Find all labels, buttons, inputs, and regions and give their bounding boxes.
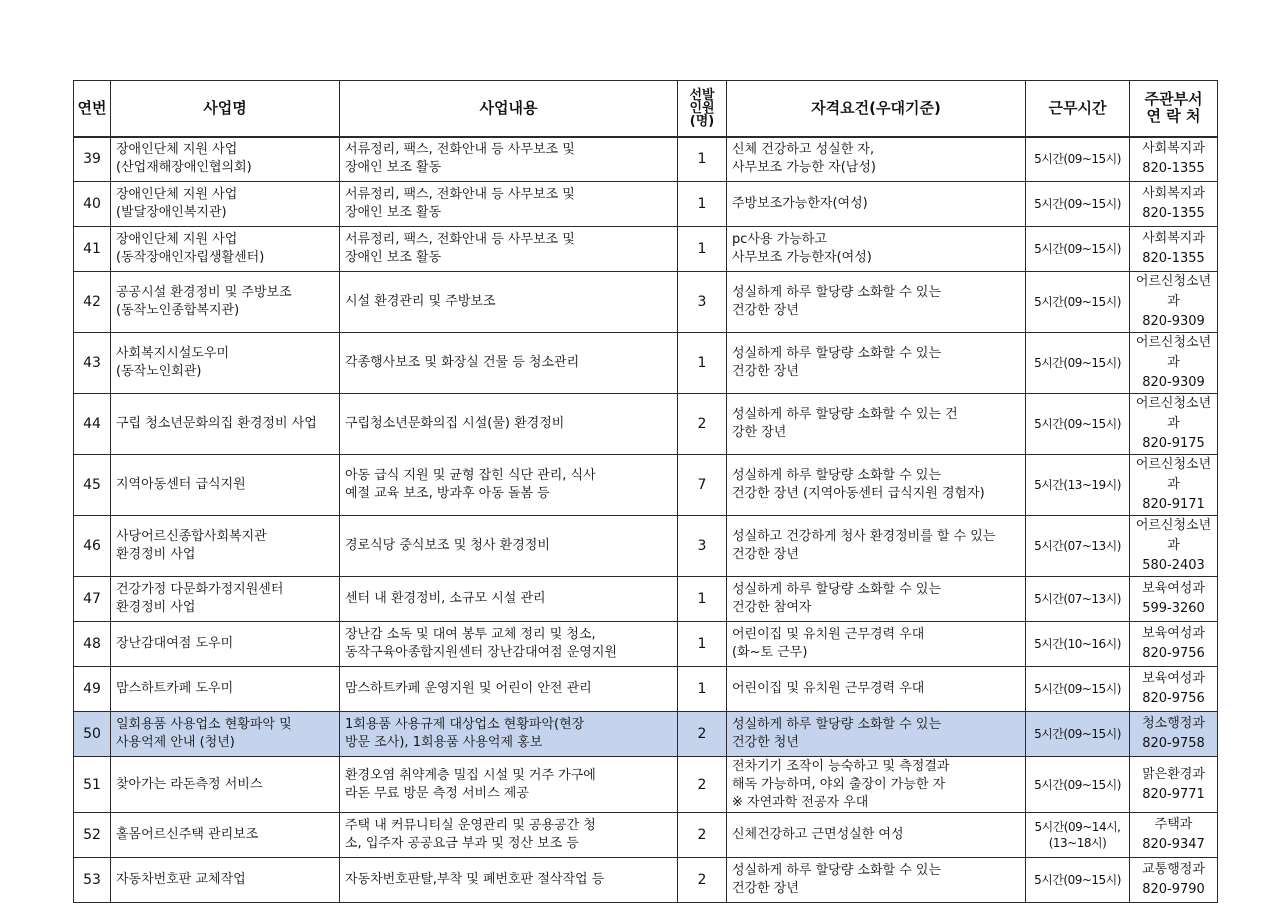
work-hours: 5시간(09~15시) (1026, 272, 1130, 333)
project-name: 자동차번호판 교체작업 (111, 858, 340, 903)
headcount: 1 (678, 137, 727, 182)
table-row (74, 516, 1218, 577)
work-hours: 5시간(09~15시) (1026, 182, 1130, 227)
project-content: 각종행사보조 및 화장실 건물 등 청소관리 (340, 333, 678, 394)
row-number: 50 (74, 712, 111, 757)
job-listing-table (73, 80, 1218, 903)
requirement: 성실하게 하루 할당량 소화할 수 있는 건강한 참여자 (727, 577, 1026, 622)
requirement: 성실하게 하루 할당량 소화할 수 있는 건강한 청년 (727, 712, 1026, 757)
headcount: 2 (678, 813, 727, 858)
requirement: 성실하고 건강하게 청사 환경정비를 할 수 있는 건강한 장년 (727, 516, 1026, 577)
project-name: 구립 청소년문화의집 환경정비 사업 (111, 394, 340, 455)
row-number: 39 (74, 137, 111, 182)
work-hours: 5시간(09~15시) (1026, 137, 1130, 182)
project-content: 1회용품 사용규제 대상업소 현황파악(현장 방문 조사), 1회용품 사용억제 홍보 (340, 712, 678, 757)
department-contact: 보육여성과 599-3260 (1130, 577, 1218, 622)
header-no: 연번 (74, 81, 111, 137)
department-contact: 어르신청소년과 580-2403 (1130, 516, 1218, 577)
requirement: 성실하게 하루 할당량 소화할 수 있는 건강한 장년 (727, 333, 1026, 394)
project-name: 사회복지시설도우미 (동작노인회관) (111, 333, 340, 394)
department-contact: 주택과 820-9347 (1130, 813, 1218, 858)
table-row (74, 455, 1218, 516)
row-number: 48 (74, 622, 111, 667)
work-hours: 5시간(09~15시) (1026, 227, 1130, 272)
row-number: 49 (74, 667, 111, 712)
project-name: 공공시설 환경정비 및 주방보조 (동작노인종합복지관) (111, 272, 340, 333)
requirement: 신체건강하고 근면성실한 여성 (727, 813, 1026, 858)
requirement: pc사용 가능하고 사무보조 가능한자(여성) (727, 227, 1026, 272)
requirement: 어린이집 및 유치원 근무경력 우대 (화~토 근무) (727, 622, 1026, 667)
row-number: 44 (74, 394, 111, 455)
table-row (74, 394, 1218, 455)
project-content: 서류정리, 팩스, 전화안내 등 사무보조 및 장애인 보조 활동 (340, 182, 678, 227)
headcount: 7 (678, 455, 727, 516)
work-hours: 5시간(10~16시) (1026, 622, 1130, 667)
headcount: 2 (678, 394, 727, 455)
row-number: 47 (74, 577, 111, 622)
project-content: 서류정리, 팩스, 전화안내 등 사무보조 및 장애인 보조 활동 (340, 137, 678, 182)
table-row (74, 227, 1218, 272)
requirement: 전차기기 조작이 능숙하고 및 측정결과 해독 가능하며, 야외 출장이 가능한 자 ※ 자연과학 전공자 우대 (727, 757, 1026, 813)
header-contact: 주관부서 연 락 처 (1130, 81, 1218, 137)
table-row-highlighted (74, 712, 1218, 757)
project-content: 자동차번호판탈,부착 및 폐번호판 절삭작업 등 (340, 858, 678, 903)
project-content: 주택 내 커뮤니티실 운영관리 및 공용공간 청 소, 입주자 공공요금 부과 및 정산 보조 등 (340, 813, 678, 858)
table-row (74, 757, 1218, 813)
work-hours: 5시간(09~15시) (1026, 858, 1130, 903)
header-row (74, 81, 1218, 137)
table-row (74, 182, 1218, 227)
work-hours: 5시간(07~13시) (1026, 516, 1130, 577)
department-contact: 어르신청소년과 820-9175 (1130, 394, 1218, 455)
table-row (74, 137, 1218, 182)
headcount: 1 (678, 622, 727, 667)
requirement: 성실하게 하루 할당량 소화할 수 있는 건강한 장년 (727, 858, 1026, 903)
row-number: 51 (74, 757, 111, 813)
project-name: 장애인단체 지원 사업 (산업재해장애인협의회) (111, 137, 340, 182)
department-contact: 어르신청소년과 820-9309 (1130, 272, 1218, 333)
headcount: 1 (678, 667, 727, 712)
work-hours: 5시간(09~14시, (13~18시) (1026, 813, 1130, 858)
project-name: 건강가정 다문화가정지원센터 환경정비 사업 (111, 577, 340, 622)
header-project: 사업명 (111, 81, 340, 137)
requirement: 신체 건강하고 성실한 자, 사무보조 가능한 자(남성) (727, 137, 1026, 182)
project-name: 장애인단체 지원 사업 (발달장애인복지관) (111, 182, 340, 227)
requirement: 어린이집 및 유치원 근무경력 우대 (727, 667, 1026, 712)
requirement: 성실하게 하루 할당량 소화할 수 있는 건 강한 장년 (727, 394, 1026, 455)
work-hours: 5시간(13~19시) (1026, 455, 1130, 516)
department-contact: 사회복지과 820-1355 (1130, 137, 1218, 182)
requirement: 성실하게 하루 할당량 소화할 수 있는 건강한 장년 (지역아동센터 급식지원 경험자) (727, 455, 1026, 516)
project-content: 시설 환경관리 및 주방보조 (340, 272, 678, 333)
project-name: 장애인단체 지원 사업 (동작장애인자립생활센터) (111, 227, 340, 272)
work-hours: 5시간(09~15시) (1026, 757, 1130, 813)
work-hours: 5시간(09~15시) (1026, 394, 1130, 455)
project-name: 지역아동센터 급식지원 (111, 455, 340, 516)
project-name: 사당어르신종합사회복지관 환경정비 사업 (111, 516, 340, 577)
project-name: 장난감대여점 도우미 (111, 622, 340, 667)
project-content: 환경오염 취약계층 밀집 시설 및 거주 가구에 라돈 무료 방문 측정 서비스 제공 (340, 757, 678, 813)
row-number: 40 (74, 182, 111, 227)
department-contact: 사회복지과 820-1355 (1130, 227, 1218, 272)
department-contact: 교통행정과 820-9790 (1130, 858, 1218, 903)
project-content: 맘스하트카페 운영지원 및 어린이 안전 관리 (340, 667, 678, 712)
department-contact: 어르신청소년과 820-9171 (1130, 455, 1218, 516)
table-row (74, 577, 1218, 622)
header-hours: 근무시간 (1026, 81, 1130, 137)
project-name: 맘스하트카페 도우미 (111, 667, 340, 712)
headcount: 2 (678, 858, 727, 903)
project-content: 구립청소년문화의집 시설(물) 환경정비 (340, 394, 678, 455)
work-hours: 5시간(09~15시) (1026, 712, 1130, 757)
header-requirement: 자격요건(우대기준) (727, 81, 1026, 137)
header-headcount: 선발 인원 (명) (678, 81, 727, 137)
headcount: 1 (678, 227, 727, 272)
project-name: 홀몸어르신주택 관리보조 (111, 813, 340, 858)
requirement: 주방보조가능한자(여성) (727, 182, 1026, 227)
project-content: 경로식당 중식보조 및 청사 환경정비 (340, 516, 678, 577)
requirement: 성실하게 하루 할당량 소화할 수 있는 건강한 장년 (727, 272, 1026, 333)
headcount: 1 (678, 182, 727, 227)
table-row (74, 813, 1218, 858)
row-number: 53 (74, 858, 111, 903)
department-contact: 보육여성과 820-9756 (1130, 667, 1218, 712)
row-number: 45 (74, 455, 111, 516)
table-row (74, 858, 1218, 903)
headcount: 1 (678, 333, 727, 394)
table-row (74, 667, 1218, 712)
work-hours: 5시간(09~15시) (1026, 667, 1130, 712)
table-row (74, 272, 1218, 333)
work-hours: 5시간(09~15시) (1026, 333, 1130, 394)
row-number: 52 (74, 813, 111, 858)
department-contact: 어르신청소년과 820-9309 (1130, 333, 1218, 394)
project-content: 장난감 소독 및 대여 봉투 교체 정리 및 청소, 동작구육아종합지원센터 장난감대여점 운영지원 (340, 622, 678, 667)
row-number: 42 (74, 272, 111, 333)
department-contact: 보육여성과 820-9756 (1130, 622, 1218, 667)
headcount: 3 (678, 516, 727, 577)
table-row (74, 622, 1218, 667)
department-contact: 맑은환경과 820-9771 (1130, 757, 1218, 813)
department-contact: 청소행정과 820-9758 (1130, 712, 1218, 757)
project-content: 서류정리, 팩스, 전화안내 등 사무보조 및 장애인 보조 활동 (340, 227, 678, 272)
headcount: 2 (678, 757, 727, 813)
work-hours: 5시간(07~13시) (1026, 577, 1130, 622)
row-number: 43 (74, 333, 111, 394)
project-name: 찾아가는 라돈측정 서비스 (111, 757, 340, 813)
project-content: 센터 내 환경정비, 소규모 시설 관리 (340, 577, 678, 622)
project-content: 아동 급식 지원 및 균형 잡힌 식단 관리, 식사 예절 교육 보조, 방과후 아동 돌봄 등 (340, 455, 678, 516)
row-number: 46 (74, 516, 111, 577)
project-name: 일회용품 사용업소 현황파악 및 사용억제 안내 (청년) (111, 712, 340, 757)
headcount: 1 (678, 577, 727, 622)
headcount: 3 (678, 272, 727, 333)
header-content: 사업내용 (340, 81, 678, 137)
table-row (74, 333, 1218, 394)
headcount: 2 (678, 712, 727, 757)
row-number: 41 (74, 227, 111, 272)
department-contact: 사회복지과 820-1355 (1130, 182, 1218, 227)
